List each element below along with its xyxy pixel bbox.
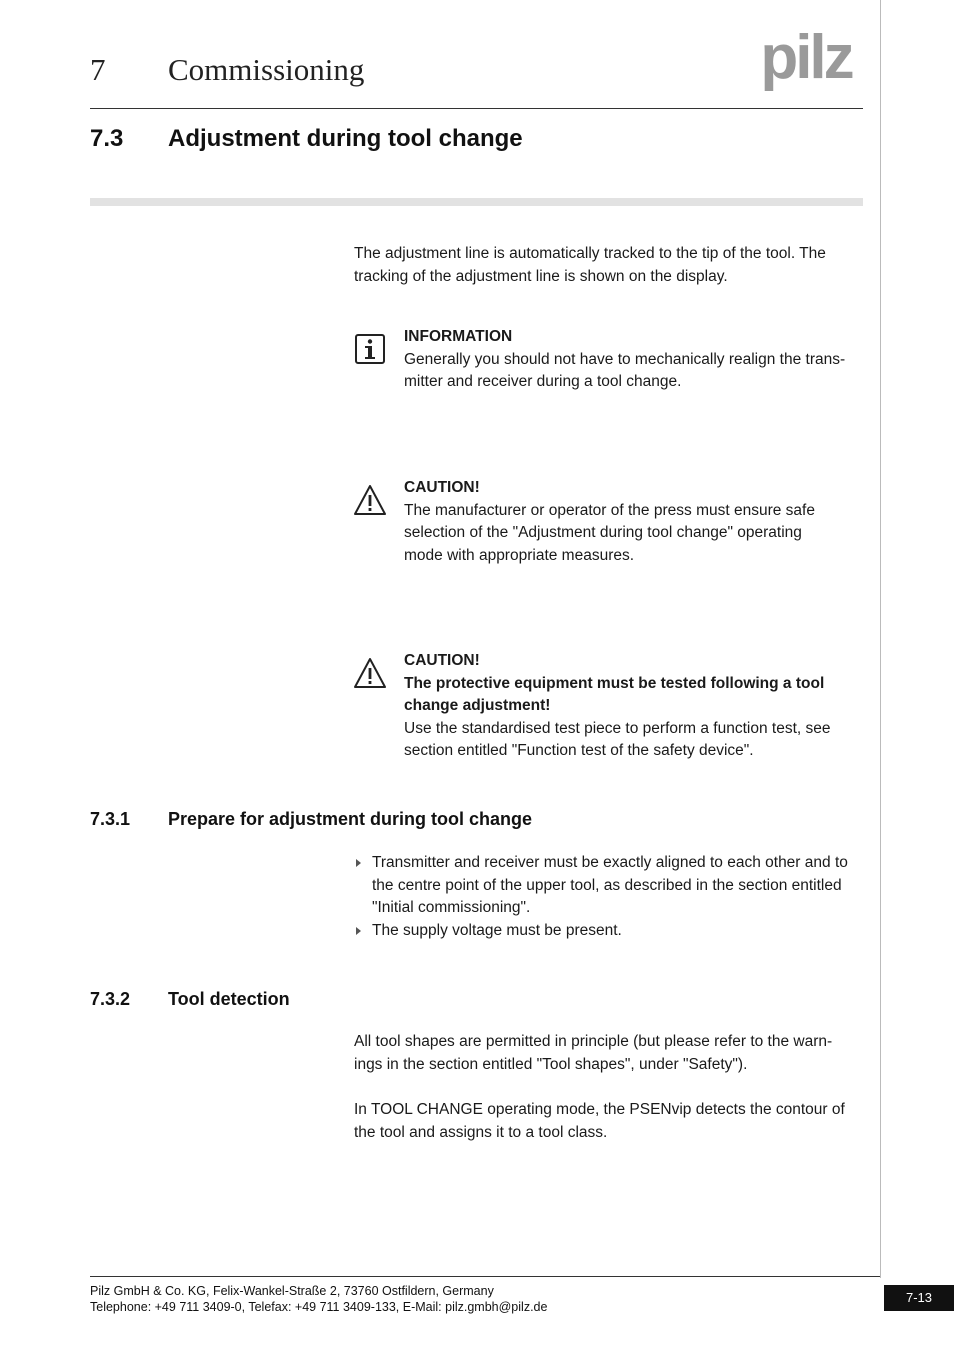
bullet-arrow-icon [356,927,361,935]
note-title: INFORMATION [404,328,513,345]
caution-note-2 [404,650,866,763]
section-number: 7.3 [90,125,124,152]
section-title: Adjustment during tool change [168,125,523,152]
note-line: Generally you should not have to mechanically realign the trans- [404,350,846,368]
intro-paragraph: The adjustment line is automatically tracked to the tip of the tool. The tracking of the adjustment line is shown on the display. [354,245,826,285]
page-number: 7-13 [884,1285,954,1311]
subsection-title: Tool detection [168,989,290,1009]
warning-triangle-icon [354,657,386,689]
footer-line: Pilz GmbH & Co. KG, Felix-Wankel-Straße 2, 73760 Ostfildern, Germany [90,1284,494,1298]
note-bold-line: change adjustment! [404,697,551,714]
note-title: CAUTION! [404,652,480,669]
note-line: The manufacturer or operator of the press must ensure safe [404,501,815,519]
margin-rule [880,0,881,1278]
subsection-number: 7.3.1 [90,809,131,829]
note-line: mitter and receiver during a tool change. [404,373,682,390]
list-item: The supply voltage must be present. [354,920,866,943]
tool-detection-paragraph: In TOOL CHANGE operating mode, the PSENvip detects the contour of the tool and assigns it to a tool class. [354,1101,845,1141]
footer-line: Telephone: +49 711 3409-0, Telefax: +49 711 3409-133, E-Mail: pilz.gmbh@pilz.de [90,1300,548,1314]
subsection-title: Prepare for adjustment during tool change [168,809,533,829]
logo-text: pilz [760,28,852,92]
information-note [404,326,866,394]
caution-note-1 [404,477,866,567]
bullet-arrow-icon [356,859,361,867]
list-item: Transmitter and receiver must be exactly aligned to each other and to the centre point of the upper tool, as described in the section entitled "Initial commissioning". [354,852,866,920]
note-bold-line: The protective equipment must be tested following a tool [404,674,825,692]
note-line: mode with appropriate measures. [404,546,635,564]
footer-rule [90,1276,880,1277]
tool-detection-paragraph: All tool shapes are permitted in principle (but please refer to the warn- ings in the section entitled "Tool shapes", under "Safety"). [354,1033,833,1073]
note-title: CAUTION! [404,479,480,496]
prerequisite-list [354,852,866,942]
chapter-title: Commissioning [168,52,365,87]
warning-triangle-icon [354,484,386,516]
pilz-logo [748,28,864,94]
chapter-number: 7 [90,52,106,87]
section-divider-bar [90,198,863,206]
note-line: Use the standardised test piece to perform a function test, see [404,719,831,737]
footer-address [90,1283,547,1315]
note-line: section entitled "Function test of the safety device". [404,742,754,759]
header-rule [90,108,863,109]
information-icon [354,333,386,365]
note-line: selection of the "Adjustment during tool change" operating [404,524,802,541]
subsection-number: 7.3.2 [90,989,131,1009]
